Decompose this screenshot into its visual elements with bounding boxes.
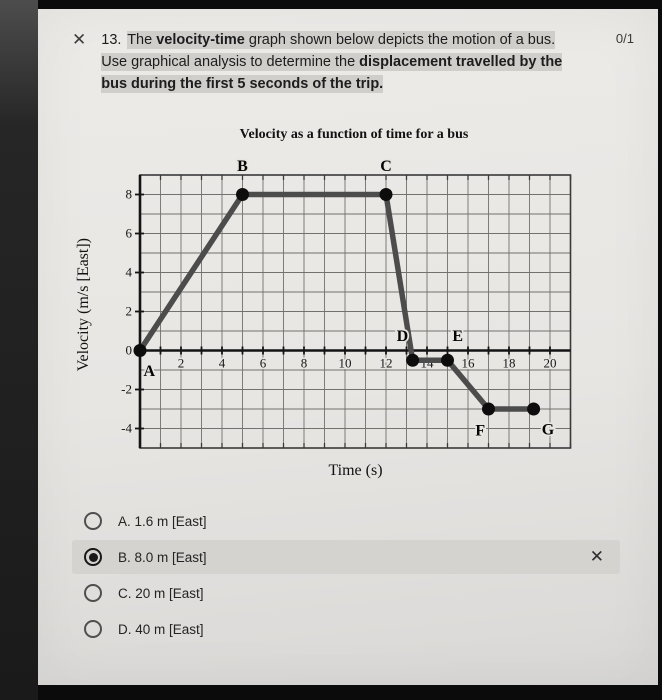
option-label: B. 8.0 m [East]: [118, 549, 207, 565]
x-tick-label: 8: [300, 355, 308, 371]
highlighted-question: The velocity-time graph shown below depicts the motion of a bus. Use graphical analysis to determine the displacement travelled by the bus during the first 5 seconds of the trip.: [101, 32, 563, 92]
answer-options: [72, 504, 658, 646]
close-icon[interactable]: ✕: [72, 30, 87, 49]
question-header: [38, 9, 658, 95]
x-tick-label: 16: [461, 355, 475, 371]
x-tick-label: 14: [420, 355, 434, 371]
radio-unselected-icon[interactable]: [84, 620, 102, 638]
data-point: [482, 403, 495, 416]
data-point: [380, 188, 393, 201]
question-card: [38, 9, 658, 685]
data-point: [527, 403, 540, 416]
data-point: [406, 354, 419, 367]
radio-unselected-icon[interactable]: [84, 512, 102, 530]
question-number: 13.: [101, 32, 122, 48]
velocity-line: [140, 195, 534, 410]
photo-left-edge: [0, 0, 38, 700]
velocity-time-graph: [104, 155, 581, 454]
x-tick-label: 2: [177, 355, 185, 371]
y-tick-label: 8: [125, 186, 132, 202]
chart-title: Velocity as a function of time for a bus: [239, 127, 469, 142]
x-tick-label: 6: [259, 355, 267, 371]
y-axis-title: Velocity (m/s [East]): [75, 237, 92, 372]
y-tick-label: 4: [125, 264, 132, 280]
chart: [38, 127, 658, 480]
point-label: C: [380, 158, 392, 176]
option-label: C. 20 m [East]: [118, 585, 204, 601]
data-point: [236, 188, 249, 201]
point-label: B: [237, 158, 248, 176]
option-a[interactable]: [72, 504, 620, 538]
point-label: D: [396, 327, 409, 345]
x-axis-title: Time (s): [328, 462, 383, 479]
option-label: D. 40 m [East]: [118, 621, 204, 637]
y-tick-label: 2: [125, 303, 132, 319]
option-b-selected[interactable]: [72, 540, 620, 574]
x-tick-label: 18: [502, 355, 516, 371]
radio-unselected-icon[interactable]: [84, 584, 102, 602]
point-label: G: [541, 421, 555, 439]
radio-selected-icon[interactable]: [84, 548, 102, 566]
y-tick-label: -2: [121, 381, 132, 397]
score-badge: 0/1: [615, 31, 634, 46]
x-tick-label: 20: [543, 355, 557, 371]
data-point: [441, 354, 454, 367]
y-tick-label: 0: [125, 342, 132, 358]
option-label: A. 1.6 m [East]: [118, 513, 207, 529]
x-tick-label: 12: [379, 355, 393, 371]
x-tick-label: 10: [338, 355, 352, 371]
point-label: F: [475, 422, 486, 440]
point-label: E: [452, 327, 464, 345]
incorrect-x-icon: ✕: [589, 547, 604, 566]
option-c[interactable]: [72, 576, 620, 610]
x-tick-label: 4: [218, 355, 226, 371]
y-tick-label: -4: [121, 420, 132, 436]
option-d[interactable]: [72, 612, 620, 646]
data-point: [134, 344, 147, 357]
point-label: A: [143, 362, 156, 380]
y-tick-label: 6: [125, 225, 132, 241]
question-text: [101, 29, 579, 95]
